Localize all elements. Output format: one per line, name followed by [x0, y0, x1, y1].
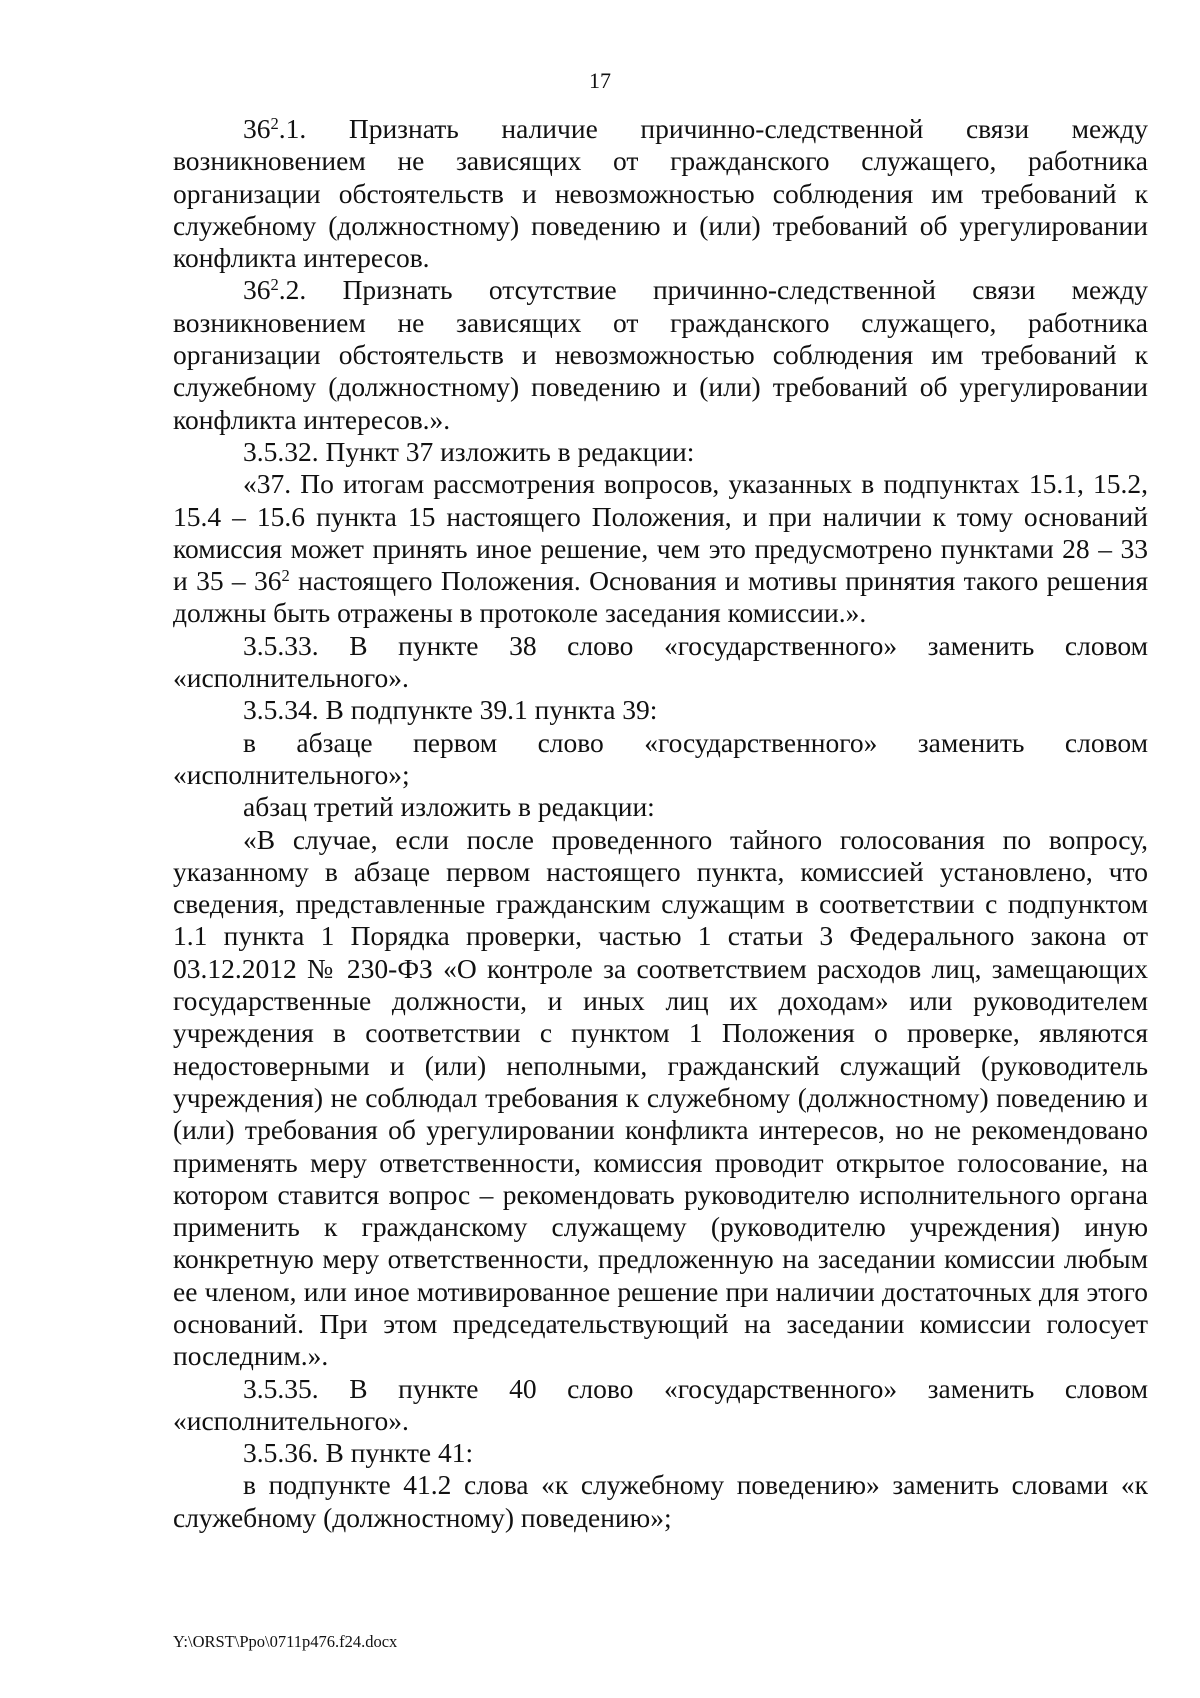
paragraph-text: .2. Признать отсутствие причинно-следственной связи между возникновением не зависящих от гражданского служащего, работника организации обстоятельств и невозможностью соблюдения им требований к служебному (должностному) поведению и (или) требований об урегулировании конфликта интересов.».	[173, 274, 1148, 435]
superscript: 2	[270, 113, 279, 133]
paragraph-text: .1. Признать наличие причинно-следственной связи между возникновением не зависящих от гражданского служащего, работника организации обстоятельств и невозможностью соблюдения им требований к служебному (должностному) поведению и (или) требований об урегулировании конфликта интересов.	[173, 113, 1148, 274]
paragraph-3-5-35: 3.5.35. В пункте 40 слово «государственного» заменить словом «исполнительного».	[173, 1372, 1148, 1436]
superscript: 2	[281, 566, 290, 586]
paragraph-abzac-tretii: абзац третий изложить в редакции:	[243, 791, 655, 823]
paragraph-37-quote	[173, 468, 1148, 629]
paragraph-3-5-33: 3.5.33. В пункте 38 слово «государственного» заменить словом «исполнительного».	[173, 629, 1148, 694]
footer-file-path: Y:\ORST\Ppo\0711p476.f24.docx	[173, 1632, 398, 1651]
paragraph-36-2-1	[173, 113, 1148, 274]
paragraph-quote-v-sluchae: «В случае, если после проведенного тайного голосования по вопросу, указанному в абзаце первом настоящего пункта, комиссией установлено, что сведения, представленные гражданским служащим в соответствии с подпунктом 1.1 пункта 1 Порядка проверки, частью 1 статьи 3 Федерального закона от 03.12.2012 № 230-ФЗ «О контроле за соответствием расходов лиц, замещающих государственные должности, и иных лиц их доходам» или руководителем учреждения в соответствии с пунктом 1 Положения о проверке, являются недостоверными и (или) неполными, гражданский служащий (руководитель учреждения) не соблюдал требования к служебному (должностному) поведению и (или) требования об урегулировании конфликта интересов, но не рекомендовано применять меру ответственности, комиссия проводит открытое голосование, на котором ставится вопрос – рекомендовать руководителю исполнительного органа применить к гражданскому служащему (руководителю учреждения) иную конкретную меру ответственности, предложенную на заседании комиссии любым ее членом, или иное мотивированное решение при наличии достаточных для этого оснований. При этом председательствующий на заседании комиссии голосует последним.».	[173, 823, 1148, 1372]
document-body	[173, 113, 1148, 1534]
paragraph-3-5-34: 3.5.34. В подпункте 39.1 пункта 39:	[243, 694, 658, 726]
paragraph-3-5-32: 3.5.32. Пункт 37 изложить в редакции:	[243, 435, 695, 467]
paragraph-prefix: «37. По итогам рассмотрения вопросов, указанных в подпунктах 15.1, 15.2, 15.4 – 15.6 пункта 15 настоящего Положения, и при наличии к тому оснований комиссия может принять иное решение, чем это предусмотрено пунктами 28 – 33 и 35 – 36	[173, 468, 1148, 597]
paragraph-prefix: 36	[243, 274, 271, 306]
superscript: 2	[270, 275, 279, 295]
page-number: 17	[589, 68, 611, 93]
paragraph-podpunkt-41-2: в подпункте 41.2 слова «к служебному поведению» заменить словами «к служебному (должностному) поведению»;	[173, 1469, 1148, 1533]
paragraph-abzac-pervyi: в абзаце первом слово «государственного» заменить словом «исполнительного»;	[173, 726, 1148, 790]
paragraph-prefix: 36	[243, 113, 271, 144]
paragraph-text: настоящего Положения. Основания и мотивы принятия такого решения должны быть отражены в протоколе заседания комиссии.».	[173, 565, 1148, 629]
paragraph-36-2-2	[173, 274, 1148, 435]
paragraph-3-5-36: 3.5.36. В пункте 41:	[243, 1437, 474, 1469]
